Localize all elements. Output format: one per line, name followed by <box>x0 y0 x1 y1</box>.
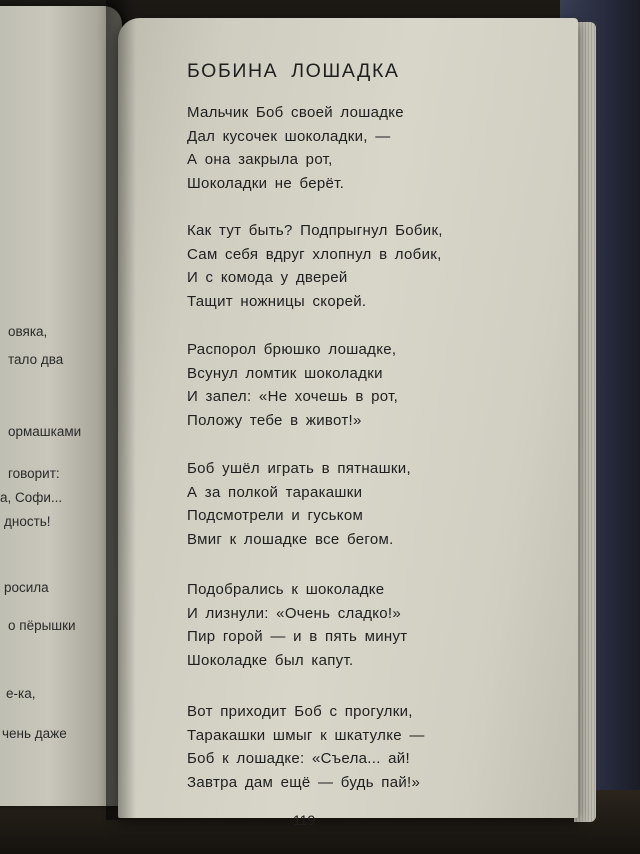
poem-line: И с комода у дверей <box>187 269 348 286</box>
left-page-line: о пёрышки <box>8 618 76 633</box>
poem-stanza <box>187 101 404 195</box>
poem-stanza <box>187 457 411 551</box>
poem-line: Вмиг к лошадке все бегом. <box>187 530 394 548</box>
page-number: 119 <box>293 812 316 828</box>
poem-line: Дал кусочек шоколадки, — <box>187 127 391 145</box>
poem-line: Сам себя вдруг хлопнул в лобик, <box>187 245 442 263</box>
poem-line: Всунул ломтик шоколадки <box>187 364 383 382</box>
poem-line: А за полкой таракашки <box>187 483 363 501</box>
poem-stanza <box>187 700 425 794</box>
poem-title: БОБИНА ЛОШАДКА <box>187 60 400 82</box>
poem-line: А она закрыла рот, <box>187 151 333 168</box>
poem-line: Пир горой — и в пять минут <box>187 628 408 645</box>
left-page-line: дность! <box>4 514 51 529</box>
left-page-line: овяка, <box>8 324 48 339</box>
poem-line: Завтра дам ещё — будь пай!» <box>187 773 421 791</box>
poem-line: Подсмотрели и гуськом <box>187 507 364 524</box>
poem-line: Боб ушёл играть в пятнашки, <box>187 460 411 477</box>
poem-line: Шоколадки не берёт. <box>187 174 345 192</box>
left-page-line: а, Софи... <box>0 490 63 505</box>
poem-line: Распорол брюшко лошадке, <box>187 341 397 358</box>
left-page-line: говорит: <box>8 466 60 481</box>
poem-line: Подобрались к шоколадке <box>187 581 385 598</box>
poem-line: Вот приходит Боб с прогулки, <box>187 703 413 720</box>
left-page-line: е-ка, <box>6 686 36 701</box>
poem-line: Тащит ножницы скорей. <box>187 292 367 310</box>
book-gutter-shadow <box>106 0 136 820</box>
poem-line: Мальчик Боб своей лошадке <box>187 104 404 121</box>
poem-line: Боб к лошадке: «Съела... ай! <box>187 750 410 767</box>
left-page-line: тало два <box>8 352 64 367</box>
poem-line: И запел: «Не хочешь в рот, <box>187 388 399 405</box>
poem-line: Положу тебе в живот!» <box>187 411 362 429</box>
poem-line: Таракашки шмыг к шкатулке — <box>187 726 425 744</box>
poem-stanza <box>187 219 443 313</box>
poem-line: Как тут быть? Подпрыгнул Бобик, <box>187 222 443 239</box>
poem-line: Шоколадке был капут. <box>187 651 354 669</box>
left-page <box>0 6 122 806</box>
poem-stanza <box>187 338 398 432</box>
poem-line: И лизнули: «Очень сладко!» <box>187 604 402 622</box>
left-page-line: ормашками <box>8 424 82 439</box>
left-page-line: росила <box>4 580 49 595</box>
poem-stanza <box>187 578 407 672</box>
left-page-line: чень даже <box>2 726 67 741</box>
